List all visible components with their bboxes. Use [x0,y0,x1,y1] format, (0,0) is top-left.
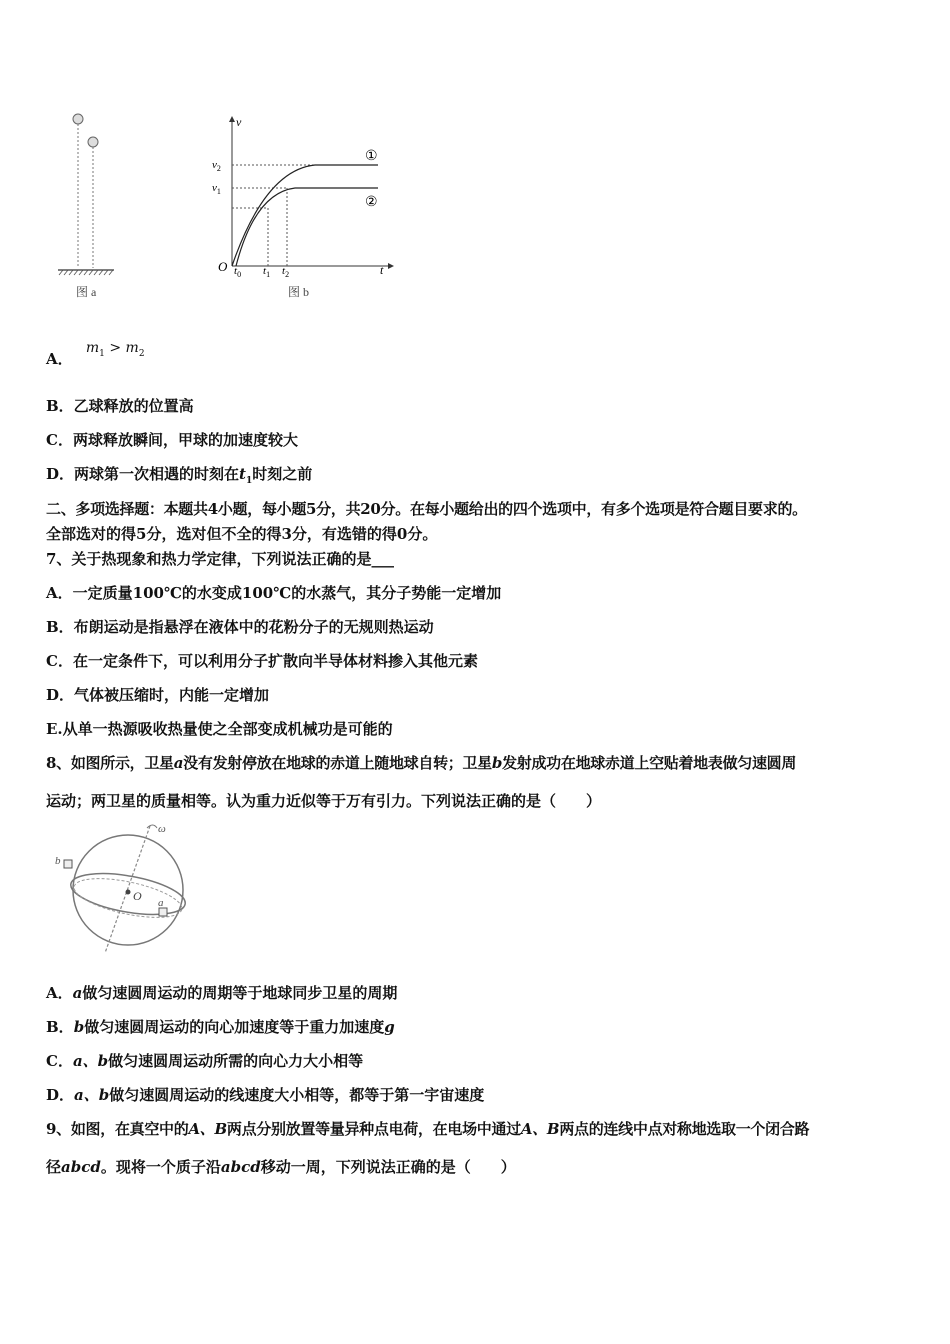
figure-b [210,108,400,308]
q6-option-a: A． $m_1 > m_2$ [46,340,145,368]
q7-option-e: E.从单一热源吸收热量使之全部变成机械功是可能的 [46,720,393,738]
curve-2 [236,188,378,266]
figure-a [50,108,130,308]
q7-option-a: A．一定质量100℃的水变成100℃的水蒸气，其分子势能一定增加 [46,584,502,602]
q7-stem: 7、关于热现象和热力学定律，下列说法正确的是___ [46,550,394,568]
q6-option-b: B．乙球释放的位置高 [46,397,194,415]
ball-yi [88,137,98,147]
q8-option-b: B．b做匀速圆周运动的向心加速度等于重力加速度g [46,1018,395,1036]
axis-v-label: v [236,115,242,129]
v2-label: $v_2$ [212,159,221,173]
section2-line2: 全部选对的得5分，选对但不全的得3分，有选错的得0分。 [46,525,438,543]
q8-stem-line1: 8、如图所示，卫星a没有发射停放在地球的赤道上随地球自转；卫星b发射成功在地球赤道上空贴着地表做匀速圆周 [46,754,797,772]
q7-option-c: C．在一定条件下，可以利用分子扩散向半导体材料掺入其他元素 [46,652,478,670]
q8-option-c: C．a、b做匀速圆周运动所需的向心力大小相等 [46,1052,364,1070]
t2-label: $t_2$ [282,265,290,279]
satellite-a [159,908,167,916]
figure-a-caption: 图 a [76,285,97,299]
curve-1 [232,165,378,266]
q9-stem-line2: 径abcd。现将一个质子沿abcd移动一周，下列说法正确的是（ ） [46,1158,516,1176]
figure-earth [50,818,200,958]
omega-label: ω [158,823,166,835]
q7-option-b: B．布朗运动是指悬浮在液体中的花粉分子的无规则热运动 [46,618,434,636]
origin-label: O [218,259,228,274]
satellite-b [64,860,72,868]
q6-option-c: C．两球释放瞬间，甲球的加速度较大 [46,431,298,449]
v1-label: $v_1$ [212,182,221,196]
curve-1-label: ① [365,149,378,164]
q7-option-d: D．气体被压缩时，内能一定增加 [46,686,270,704]
t0-label: $t_0$ [234,265,242,279]
q8-option-a: A．a做匀速圆周运动的周期等于地球同步卫星的周期 [46,984,398,1002]
q6-option-d: D．两球第一次相遇的时刻在$t_1$时刻之前 [46,465,313,486]
sat-a-label: a [158,897,164,909]
figure-b-caption: 图 b [288,285,310,299]
q8-option-d: D．a、b做匀速圆周运动的线速度大小相等，都等于第一宇宙速度 [46,1086,485,1104]
section2-line1: 二、多项选择题：本题共4小题，每小题5分，共20分。在每小题给出的四个选项中，有多个选项是符合题目要求的。 [46,500,807,518]
curve-2-label: ② [365,195,378,210]
ball-jia [73,114,83,124]
axis-t-label: t [380,263,384,277]
sat-b-label: b [55,855,61,867]
q9-stem-line1: 9、如图，在真空中的A、B两点分别放置等量异种点电荷，在电场中通过A、B两点的连线中点对称地选取一个闭合路 [46,1120,810,1138]
center-o-label: O [133,889,142,903]
q8-stem-line2: 运动；两卫星的质量相等。认为重力近似等于万有引力。下列说法正确的是（ ） [46,792,602,810]
t1-label: $t_1$ [263,265,271,279]
